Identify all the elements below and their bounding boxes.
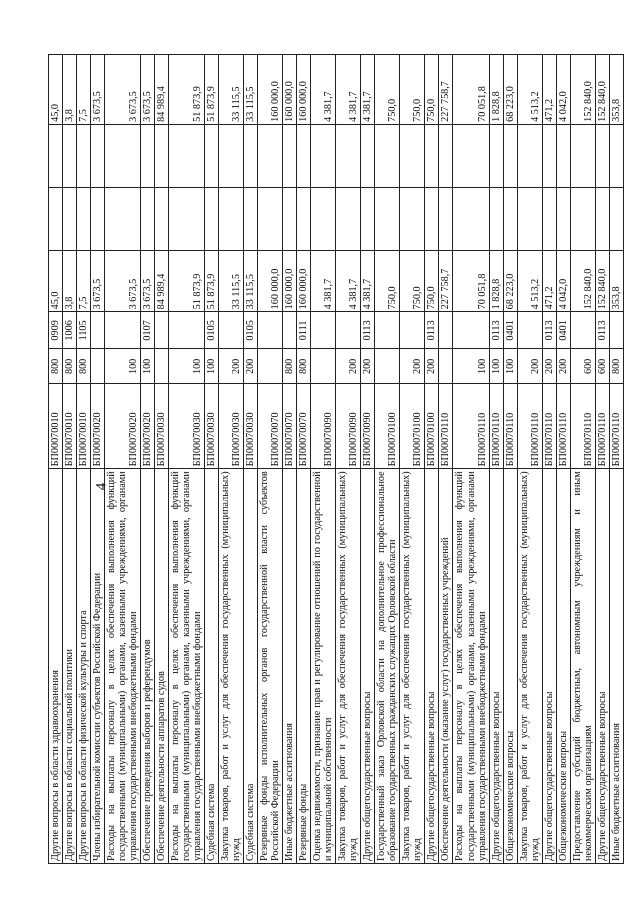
cell-change-2: [570, 124, 595, 187]
cell-expense-type: 100: [503, 349, 517, 384]
cell-section: 0113: [361, 312, 375, 349]
cell-change-2: [169, 124, 205, 187]
cell-change: [375, 188, 400, 251]
cell-change: [141, 188, 155, 251]
cell-target-article: БП00070030: [155, 384, 169, 469]
cell-target-article: БП00070110: [439, 384, 453, 469]
cell-total: 51 873,9: [205, 55, 219, 125]
cell-amount: 3 673,5: [91, 251, 105, 312]
table-row: [283, 55, 297, 864]
cell-change-2: [49, 124, 63, 187]
cell-change: [258, 188, 283, 251]
cell-section: 0105: [244, 312, 258, 349]
table-row: [400, 55, 425, 864]
cell-target-article: БП00070020: [91, 384, 105, 469]
table-row: [141, 55, 155, 864]
cell-change: [155, 188, 169, 251]
table-row: [311, 55, 336, 864]
cell-section: 0113: [595, 312, 609, 349]
cell-name: Общеэкономические вопросы: [556, 469, 570, 864]
cell-change-2: [244, 124, 258, 187]
table-body: [49, 55, 624, 864]
cell-target-article: БП00070020: [105, 384, 141, 469]
cell-expense-type: 200: [361, 349, 375, 384]
table-row: [361, 55, 375, 864]
cell-change: [169, 188, 205, 251]
table-row: [244, 55, 258, 864]
cell-name: Расходы на выплаты персоналу в целях обеспечения выполнения функций государственными (муниципальными) органами, казенными учреждениями, органами управления государственными внебюджетными фондами: [169, 469, 205, 864]
cell-name: Оценка недвижимости, признание прав и регулирование отношений по государственной и муниципальной собственности: [311, 469, 336, 864]
cell-expense-type: 200: [542, 349, 556, 384]
table-row: [595, 55, 609, 864]
cell-expense-type: 200: [425, 349, 439, 384]
cell-expense-type: 100: [141, 349, 155, 384]
cell-change-2: [105, 124, 141, 187]
cell-change-2: [297, 124, 311, 187]
table-row: [517, 55, 542, 864]
cell-change: [205, 188, 219, 251]
cell-total: 33 115,5: [219, 55, 244, 125]
table-row: [91, 55, 105, 864]
cell-change: [105, 188, 141, 251]
cell-name: Обеспечение деятельности (оказание услуг) государственных учреждений: [439, 469, 453, 864]
budget-table-container: [48, 54, 634, 864]
cell-name: Другие вопросы в области социальной политики: [63, 469, 77, 864]
cell-change: [556, 188, 570, 251]
cell-amount: 68 223,0: [503, 251, 517, 312]
cell-name: Предоставление субсидий бюджетным, автономным учреждениям и иным некоммерческим организациям: [570, 469, 595, 864]
page-number: 4: [93, 482, 110, 491]
cell-amount: 160 000,0: [258, 251, 283, 312]
table-row: [489, 55, 503, 864]
cell-expense-type: 200: [244, 349, 258, 384]
cell-expense-type: [311, 349, 336, 384]
cell-change-2: [489, 124, 503, 187]
table-row: [297, 55, 311, 864]
cell-section: [283, 312, 297, 349]
cell-target-article: БП00070010: [49, 384, 63, 469]
cell-amount: 160 000,0: [297, 251, 311, 312]
cell-expense-type: [375, 349, 400, 384]
cell-expense-type: 200: [556, 349, 570, 384]
cell-change: [453, 188, 489, 251]
cell-expense-type: 800: [609, 349, 623, 384]
cell-total: 3 673,5: [105, 55, 141, 125]
cell-amount: 152 840,0: [595, 251, 609, 312]
cell-name: Закупка товаров, работ и услуг для обеспечения государственных (муниципальных) нужд: [517, 469, 542, 864]
cell-expense-type: 800: [297, 349, 311, 384]
cell-amount: 51 873,9: [169, 251, 205, 312]
cell-change: [336, 188, 361, 251]
cell-amount: 7,5: [77, 251, 91, 312]
cell-expense-type: [91, 349, 105, 384]
cell-name: Другие общегосударственные вопросы: [489, 469, 503, 864]
cell-total: 3,8: [63, 55, 77, 125]
cell-section: 0105: [205, 312, 219, 349]
cell-target-article: БП00070010: [63, 384, 77, 469]
cell-change: [219, 188, 244, 251]
cell-amount: 45,0: [49, 251, 63, 312]
cell-amount: 471,2: [542, 251, 556, 312]
cell-total: 750,0: [375, 55, 400, 125]
table-row: [375, 55, 400, 864]
table-row: [453, 55, 489, 864]
cell-target-article: БП00070110: [517, 384, 542, 469]
cell-change: [489, 188, 503, 251]
table-row: [570, 55, 595, 864]
cell-change-2: [425, 124, 439, 187]
cell-expense-type: 100: [205, 349, 219, 384]
cell-target-article: БП00070090: [336, 384, 361, 469]
cell-change: [49, 188, 63, 251]
cell-change-2: [375, 124, 400, 187]
cell-name: Другие вопросы в области физической культуры и спорта: [77, 469, 91, 864]
cell-section: [91, 312, 105, 349]
table-row: [258, 55, 283, 864]
cell-amount: 3 673,5: [105, 251, 141, 312]
cell-name: Резервные фонды исполнительных органов государственной власти субъектов Российской Федерации: [258, 469, 283, 864]
cell-change: [311, 188, 336, 251]
table-row: [542, 55, 556, 864]
cell-amount: 152 840,0: [570, 251, 595, 312]
cell-target-article: БП00070110: [556, 384, 570, 469]
cell-total: 4 381,7: [311, 55, 336, 125]
cell-section: [258, 312, 283, 349]
cell-expense-type: 800: [77, 349, 91, 384]
cell-name: Другие общегосударственные вопросы: [542, 469, 556, 864]
cell-total: 33 115,5: [244, 55, 258, 125]
cell-total: 160 000,0: [297, 55, 311, 125]
cell-target-article: БП00070110: [609, 384, 623, 469]
cell-target-article: БП00070090: [311, 384, 336, 469]
cell-change: [609, 188, 623, 251]
cell-name: Закупка товаров, работ и услуг для обеспечения государственных (муниципальных) нужд: [400, 469, 425, 864]
cell-section: [169, 312, 205, 349]
table-row: [556, 55, 570, 864]
cell-section: [336, 312, 361, 349]
cell-total: 1 828,8: [489, 55, 503, 125]
cell-total: 4 042,0: [556, 55, 570, 125]
cell-expense-type: 100: [169, 349, 205, 384]
cell-change: [595, 188, 609, 251]
cell-section: [219, 312, 244, 349]
cell-change: [63, 188, 77, 251]
cell-change-2: [453, 124, 489, 187]
cell-section: [570, 312, 595, 349]
cell-change-2: [258, 124, 283, 187]
cell-name: Закупка товаров, работ и услуг для обеспечения государственных (муниципальных) нужд: [336, 469, 361, 864]
cell-expense-type: 600: [595, 349, 609, 384]
cell-total: 160 000,0: [283, 55, 297, 125]
cell-section: 0113: [542, 312, 556, 349]
cell-section: 0113: [425, 312, 439, 349]
cell-expense-type: 800: [63, 349, 77, 384]
cell-amount: 4 381,7: [311, 251, 336, 312]
cell-change: [400, 188, 425, 251]
cell-section: [400, 312, 425, 349]
cell-amount: 4 381,7: [336, 251, 361, 312]
table-row: [609, 55, 623, 864]
cell-name: Обеспечение деятельности аппаратов судов: [155, 469, 169, 864]
cell-amount: 3 673,5: [141, 251, 155, 312]
cell-change-2: [155, 124, 169, 187]
cell-amount: 750,0: [425, 251, 439, 312]
cell-target-article: БП00070030: [244, 384, 258, 469]
cell-target-article: БП00070010: [77, 384, 91, 469]
cell-total: 7,5: [77, 55, 91, 125]
cell-name: Иные бюджетные ассигнования: [609, 469, 623, 864]
cell-total: 227 758,7: [439, 55, 453, 125]
cell-name: Государственный заказ Орловской области на дополнительное профессиональное образование государственных гражданских служащих Орловской области: [375, 469, 400, 864]
cell-target-article: БП00070110: [595, 384, 609, 469]
cell-section: [453, 312, 489, 349]
cell-target-article: БП00070070: [283, 384, 297, 469]
cell-name: Другие вопросы в области здравоохранения: [49, 469, 63, 864]
cell-name: Закупка товаров, работ и услуг для обеспечения государственных (муниципальных) нужд: [219, 469, 244, 864]
cell-amount: 3,8: [63, 251, 77, 312]
cell-target-article: БП00070020: [141, 384, 155, 469]
cell-amount: 4 381,7: [361, 251, 375, 312]
cell-change-2: [361, 124, 375, 187]
cell-expense-type: 200: [517, 349, 542, 384]
cell-expense-type: [258, 349, 283, 384]
cell-section: [375, 312, 400, 349]
cell-total: 471,2: [542, 55, 556, 125]
cell-section: [517, 312, 542, 349]
cell-change-2: [400, 124, 425, 187]
cell-change-2: [91, 124, 105, 187]
cell-target-article: БП00070100: [400, 384, 425, 469]
cell-total: 152 840,0: [570, 55, 595, 125]
cell-change: [517, 188, 542, 251]
cell-expense-type: 200: [400, 349, 425, 384]
cell-amount: 4 513,2: [517, 251, 542, 312]
cell-total: 750,0: [400, 55, 425, 125]
table-row: [219, 55, 244, 864]
cell-amount: 33 115,5: [244, 251, 258, 312]
cell-change: [503, 188, 517, 251]
cell-total: 70 051,8: [453, 55, 489, 125]
cell-target-article: БП00070070: [297, 384, 311, 469]
cell-section: 0113: [489, 312, 503, 349]
cell-amount: 84 989,4: [155, 251, 169, 312]
cell-change-2: [439, 124, 453, 187]
cell-name: Обеспечение проведения выборов и референдумов: [141, 469, 155, 864]
cell-total: 3 673,5: [141, 55, 155, 125]
table-row: [105, 55, 141, 864]
cell-expense-type: 100: [105, 349, 141, 384]
cell-section: [155, 312, 169, 349]
cell-change: [361, 188, 375, 251]
cell-change: [425, 188, 439, 251]
cell-target-article: БП00070070: [258, 384, 283, 469]
table-row: [425, 55, 439, 864]
cell-change-2: [595, 124, 609, 187]
cell-total: 152 840,0: [595, 55, 609, 125]
cell-expense-type: 100: [453, 349, 489, 384]
cell-change: [283, 188, 297, 251]
cell-target-article: БП00070100: [375, 384, 400, 469]
cell-change-2: [77, 124, 91, 187]
table-row: [336, 55, 361, 864]
cell-target-article: БП00070110: [489, 384, 503, 469]
cell-change: [77, 188, 91, 251]
cell-total: 68 223,0: [503, 55, 517, 125]
cell-total: 45,0: [49, 55, 63, 125]
cell-amount: 750,0: [375, 251, 400, 312]
cell-section: 0401: [556, 312, 570, 349]
cell-change-2: [517, 124, 542, 187]
cell-name: Расходы на выплаты персоналу в целях обеспечения выполнения функций государственными (муниципальными) органами, казенными учреждениями, органами управления государственными внебюджетными фондами: [453, 469, 489, 864]
table-row: [77, 55, 91, 864]
cell-expense-type: 100: [489, 349, 503, 384]
cell-change: [570, 188, 595, 251]
cell-total: 353,8: [609, 55, 623, 125]
cell-section: 1006: [63, 312, 77, 349]
cell-name: Общеэкономические вопросы: [503, 469, 517, 864]
cell-total: 160 000,0: [258, 55, 283, 125]
cell-expense-type: 800: [49, 349, 63, 384]
cell-total: 750,0: [425, 55, 439, 125]
cell-section: [311, 312, 336, 349]
cell-change-2: [205, 124, 219, 187]
cell-amount: 70 051,8: [453, 251, 489, 312]
cell-change-2: [283, 124, 297, 187]
cell-change: [542, 188, 556, 251]
cell-change-2: [219, 124, 244, 187]
cell-expense-type: [439, 349, 453, 384]
cell-name: Члены избирательной комиссии субъектов Российской Федерации: [91, 469, 105, 864]
cell-amount: 51 873,9: [205, 251, 219, 312]
cell-amount: 160 000,0: [283, 251, 297, 312]
cell-section: [105, 312, 141, 349]
table-row: [169, 55, 205, 864]
cell-change: [91, 188, 105, 251]
cell-amount: 4 042,0: [556, 251, 570, 312]
cell-total: 51 873,9: [169, 55, 205, 125]
cell-expense-type: 200: [219, 349, 244, 384]
cell-name: Судебная система: [205, 469, 219, 864]
cell-section: [609, 312, 623, 349]
cell-change-2: [556, 124, 570, 187]
cell-section: [439, 312, 453, 349]
cell-target-article: БП00070030: [219, 384, 244, 469]
table-row: [439, 55, 453, 864]
cell-total: 3 673,5: [91, 55, 105, 125]
table-row: [503, 55, 517, 864]
cell-expense-type: 800: [283, 349, 297, 384]
cell-amount: 227 758,7: [439, 251, 453, 312]
cell-name: Судебная система: [244, 469, 258, 864]
table-row: [155, 55, 169, 864]
cell-amount: 353,8: [609, 251, 623, 312]
cell-target-article: БП00070110: [570, 384, 595, 469]
cell-change-2: [63, 124, 77, 187]
cell-change: [439, 188, 453, 251]
cell-name: Иные бюджетные ассигнования: [283, 469, 297, 864]
cell-total: 4 513,2: [517, 55, 542, 125]
table-row: [205, 55, 219, 864]
cell-section: 0111: [297, 312, 311, 349]
cell-name: Другие общегосударственные вопросы: [425, 469, 439, 864]
cell-amount: 750,0: [400, 251, 425, 312]
cell-change-2: [141, 124, 155, 187]
cell-section: 0909: [49, 312, 63, 349]
cell-target-article: БП00070110: [542, 384, 556, 469]
cell-name: Другие общегосударственные вопросы: [361, 469, 375, 864]
cell-target-article: БП00070030: [169, 384, 205, 469]
cell-target-article: БП00070030: [205, 384, 219, 469]
cell-change: [297, 188, 311, 251]
cell-expense-type: [155, 349, 169, 384]
cell-total: 4 381,7: [361, 55, 375, 125]
cell-amount: 33 115,5: [219, 251, 244, 312]
cell-change-2: [542, 124, 556, 187]
cell-section: 0107: [141, 312, 155, 349]
cell-target-article: БП00070110: [503, 384, 517, 469]
cell-change-2: [609, 124, 623, 187]
cell-change-2: [311, 124, 336, 187]
cell-name: Расходы на выплаты персоналу в целях обеспечения выполнения функций государственными (муниципальными) органами, казенными учреждениями, органами управления государственными внебюджетными фондами: [105, 469, 141, 864]
cell-section: 1105: [77, 312, 91, 349]
cell-target-article: БП00070090: [361, 384, 375, 469]
cell-amount: 1 828,8: [489, 251, 503, 312]
budget-table: [48, 54, 624, 864]
cell-total: 4 381,7: [336, 55, 361, 125]
cell-target-article: БП00070110: [453, 384, 489, 469]
cell-change-2: [336, 124, 361, 187]
cell-change-2: [503, 124, 517, 187]
cell-target-article: БП00070100: [425, 384, 439, 469]
cell-section: 0401: [503, 312, 517, 349]
cell-change: [244, 188, 258, 251]
table-row: [63, 55, 77, 864]
table-row: [49, 55, 63, 864]
cell-expense-type: 600: [570, 349, 595, 384]
cell-name: Другие общегосударственные вопросы: [595, 469, 609, 864]
cell-expense-type: 200: [336, 349, 361, 384]
cell-total: 84 989,4: [155, 55, 169, 125]
cell-name: Резервные фонды: [297, 469, 311, 864]
